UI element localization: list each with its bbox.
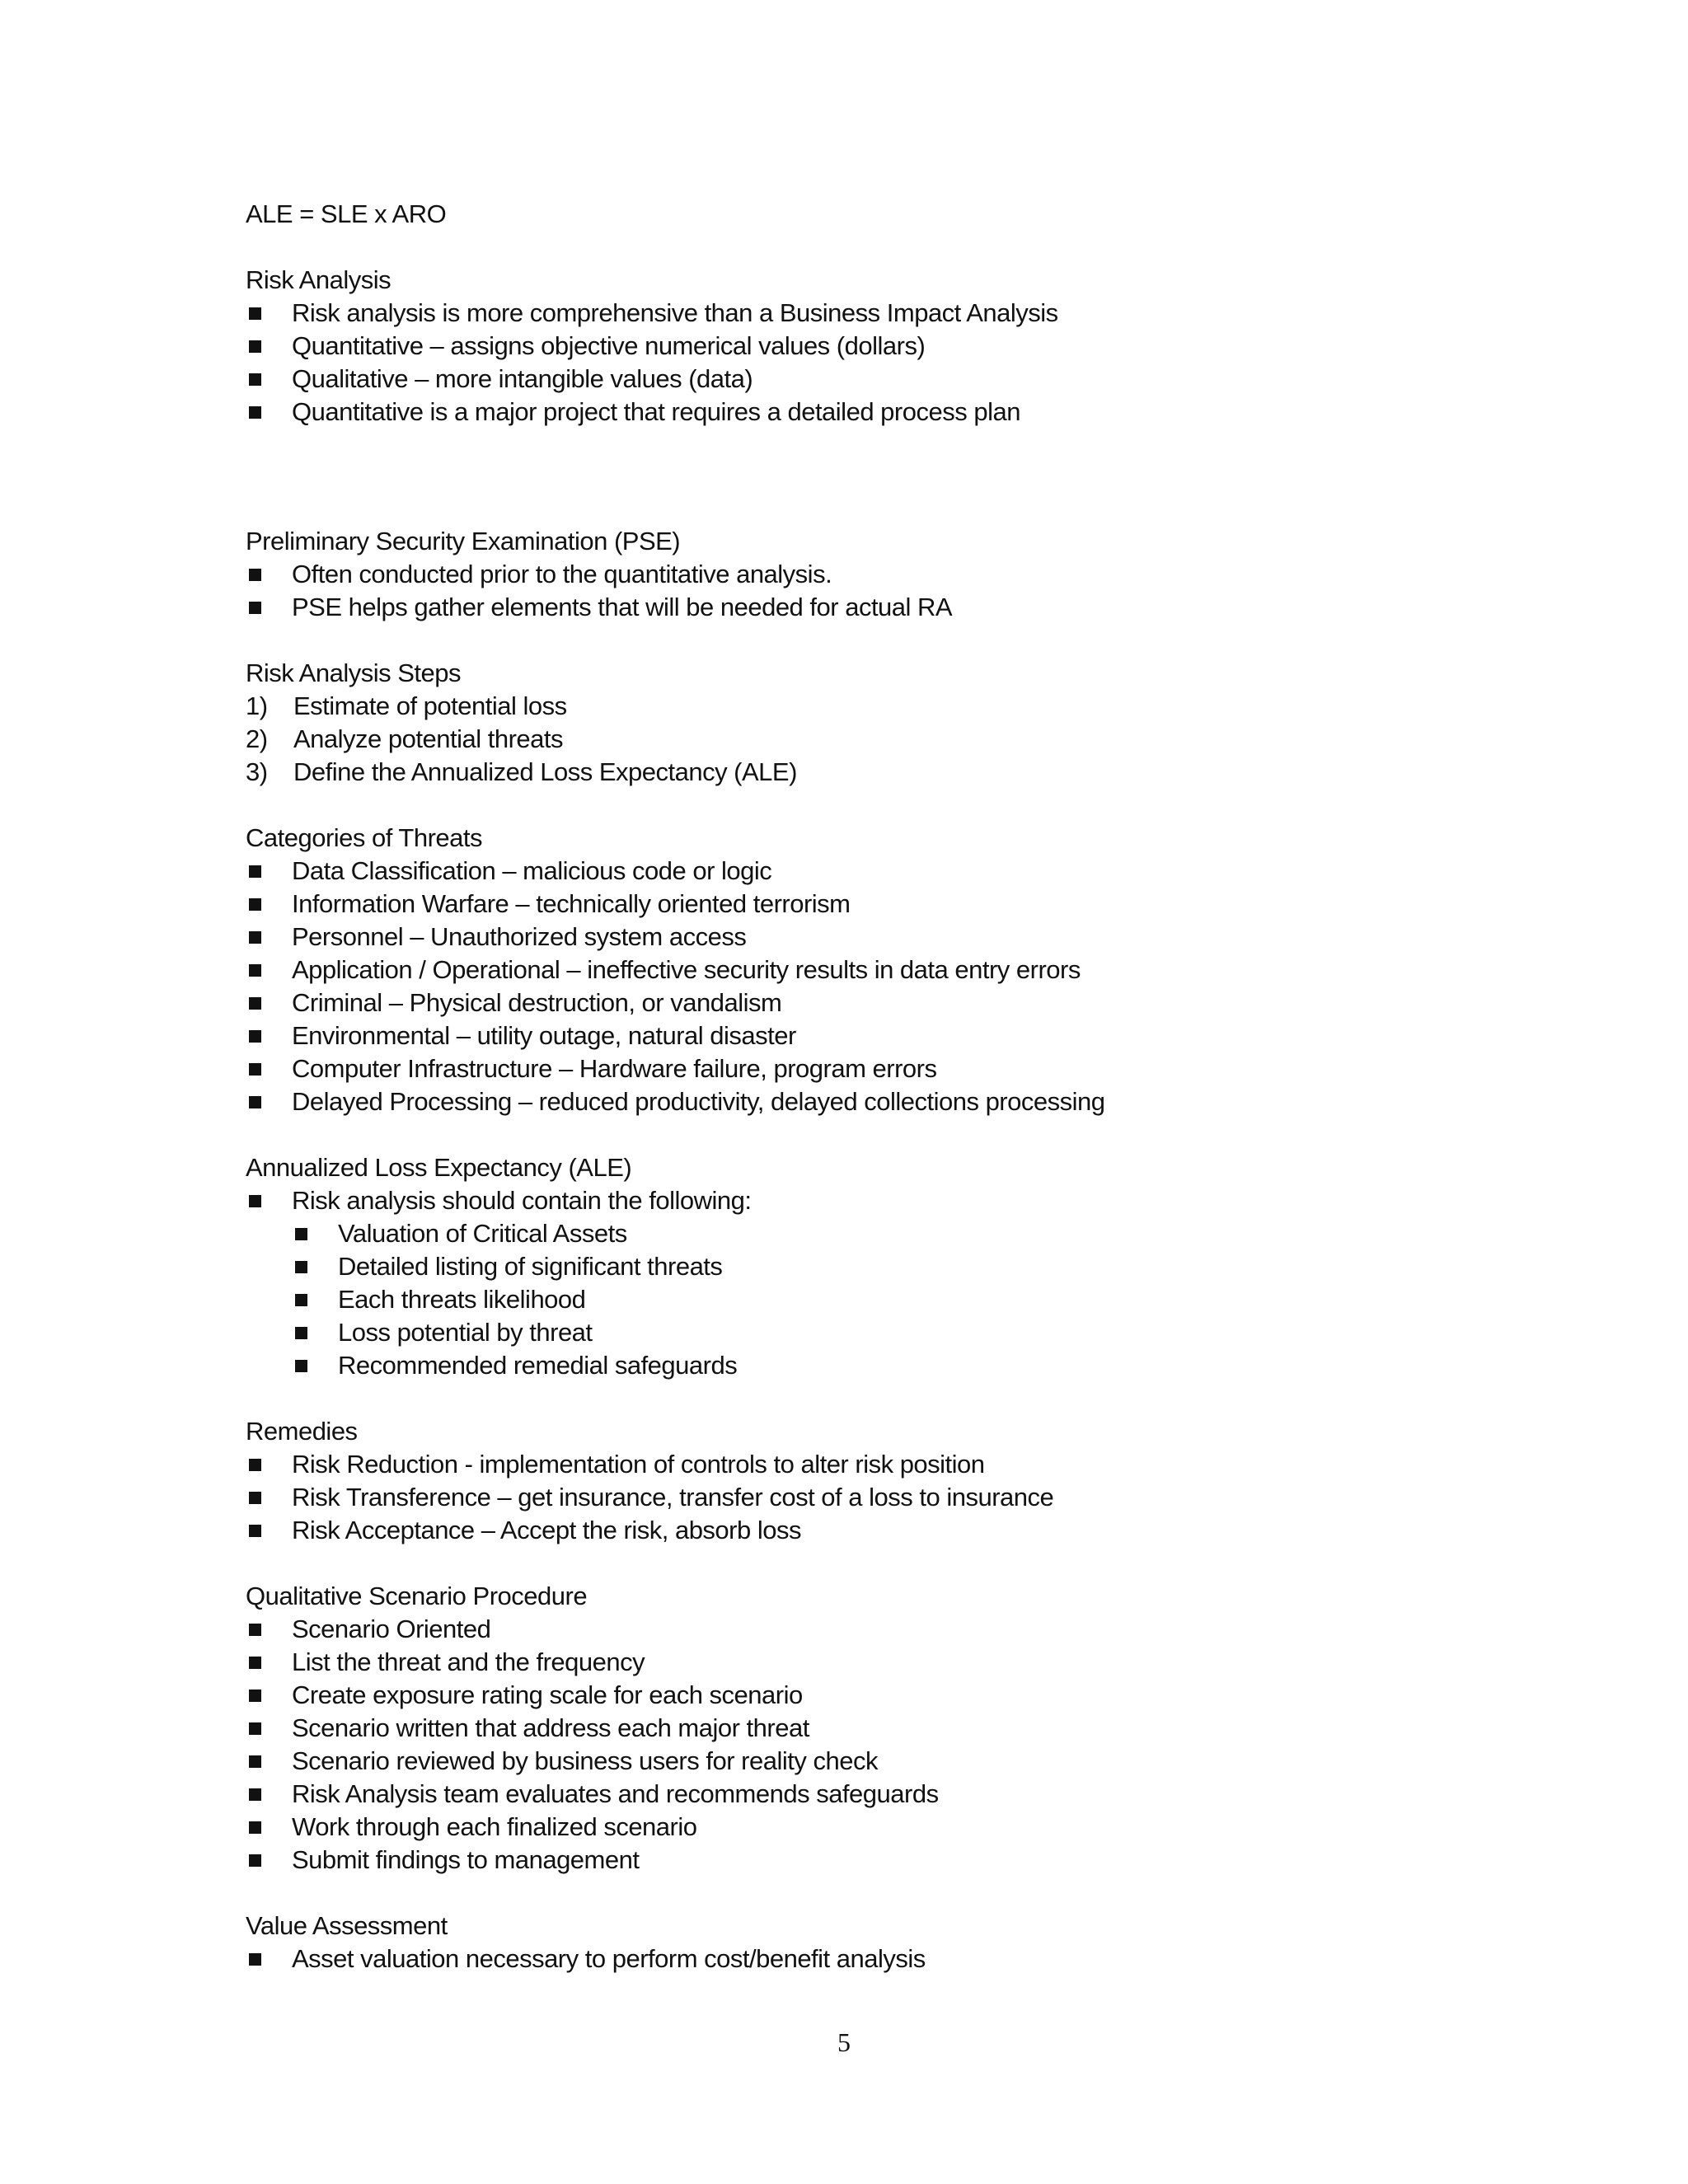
square-bullet-icon bbox=[249, 1755, 261, 1768]
page-number: 5 bbox=[837, 2027, 851, 2057]
section-heading-value-assessment: Value Assessment bbox=[246, 1911, 448, 1940]
square-bullet-icon bbox=[249, 1953, 261, 1966]
section-heading-remedies: Remedies bbox=[246, 1417, 358, 1446]
square-bullet-icon bbox=[249, 340, 261, 353]
square-bullet-icon bbox=[295, 1327, 307, 1339]
list-item: Risk Analysis team evaluates and recommends safeguards bbox=[246, 1778, 1482, 1811]
square-bullet-icon bbox=[249, 1788, 261, 1801]
square-bullet-icon bbox=[249, 373, 261, 386]
list-item: Scenario reviewed by business users for reality check bbox=[246, 1745, 1482, 1778]
list-item: Risk Reduction - implementation of controls to alter risk position bbox=[246, 1448, 1482, 1481]
list-item: List the threat and the frequency bbox=[246, 1646, 1482, 1679]
sub-list-item: Valuation of Critical Assets bbox=[246, 1217, 1482, 1250]
list-item: Work through each finalized scenario bbox=[246, 1811, 1482, 1844]
list-item: Risk Transference – get insurance, transfer cost of a loss to insurance bbox=[246, 1481, 1482, 1514]
square-bullet-icon bbox=[249, 1195, 261, 1207]
square-bullet-icon bbox=[249, 406, 261, 419]
section-heading-risk-analysis: Risk Analysis bbox=[246, 265, 392, 294]
list-item: Information Warfare – technically oriented terrorism bbox=[246, 888, 1482, 921]
sub-list-item: Each threats likelihood bbox=[246, 1283, 1482, 1316]
list-item: Computer Infrastructure – Hardware failure, program errors bbox=[246, 1052, 1482, 1085]
square-bullet-icon bbox=[249, 865, 261, 878]
square-bullet-icon bbox=[249, 931, 261, 944]
square-bullet-icon bbox=[295, 1228, 307, 1240]
square-bullet-icon bbox=[249, 1030, 261, 1043]
list-item: Asset valuation necessary to perform cost/benefit analysis bbox=[246, 1943, 1482, 1975]
section-heading-categories-of-threats: Categories of Threats bbox=[246, 823, 483, 852]
numbered-item: 1) Estimate of potential loss bbox=[246, 691, 567, 720]
list-item: Application / Operational – ineffective security results in data entry errors bbox=[246, 954, 1482, 987]
square-bullet-icon bbox=[249, 1525, 261, 1537]
section-heading-ale: Annualized Loss Expectancy (ALE) bbox=[246, 1153, 632, 1182]
list-item: Scenario written that address each major threat bbox=[246, 1712, 1482, 1745]
list-item: Risk analysis should contain the following: bbox=[246, 1184, 1482, 1217]
list-item: Often conducted prior to the quantitative analysis. bbox=[246, 558, 1482, 591]
square-bullet-icon bbox=[295, 1294, 307, 1306]
square-bullet-icon bbox=[249, 1096, 261, 1108]
section-spacer bbox=[246, 429, 1482, 525]
numbered-item: 2) Analyze potential threats bbox=[246, 724, 563, 753]
list-item: Quantitative is a major project that requires a detailed process plan bbox=[246, 396, 1482, 429]
square-bullet-icon bbox=[249, 569, 261, 581]
list-item: Create exposure rating scale for each scenario bbox=[246, 1679, 1482, 1712]
sub-list-item: Detailed listing of significant threats bbox=[246, 1250, 1482, 1283]
list-item: Delayed Processing – reduced productivity, delayed collections processing bbox=[246, 1085, 1482, 1118]
ale-formula: ALE = SLE x ARO bbox=[246, 199, 447, 228]
list-item: Quantitative – assigns objective numerical values (dollars) bbox=[246, 330, 1482, 363]
list-item: Environmental – utility outage, natural disaster bbox=[246, 1019, 1482, 1052]
square-bullet-icon bbox=[249, 307, 261, 320]
numbered-item: 3) Define the Annualized Loss Expectancy (ALE) bbox=[246, 757, 797, 786]
square-bullet-icon bbox=[249, 1459, 261, 1471]
section-heading-risk-analysis-steps: Risk Analysis Steps bbox=[246, 658, 461, 687]
section-heading-pse: Preliminary Security Examination (PSE) bbox=[246, 527, 681, 555]
square-bullet-icon bbox=[249, 997, 261, 1010]
list-item: Submit findings to management bbox=[246, 1844, 1482, 1877]
list-item: Scenario Oriented bbox=[246, 1613, 1482, 1646]
square-bullet-icon bbox=[295, 1360, 307, 1372]
square-bullet-icon bbox=[249, 1063, 261, 1076]
square-bullet-icon bbox=[249, 1492, 261, 1504]
list-item: Risk analysis is more comprehensive than a Business Impact Analysis bbox=[246, 297, 1482, 330]
page-content bbox=[246, 198, 1482, 1975]
sub-list-item: Recommended remedial safeguards bbox=[246, 1349, 1482, 1382]
square-bullet-icon bbox=[249, 1624, 261, 1636]
section-heading-qualitative-scenario-procedure: Qualitative Scenario Procedure bbox=[246, 1582, 588, 1610]
square-bullet-icon bbox=[249, 1722, 261, 1735]
list-item: PSE helps gather elements that will be needed for actual RA bbox=[246, 591, 1482, 624]
square-bullet-icon bbox=[249, 1657, 261, 1669]
square-bullet-icon bbox=[249, 1821, 261, 1834]
square-bullet-icon bbox=[295, 1261, 307, 1273]
list-item: Criminal – Physical destruction, or vandalism bbox=[246, 987, 1482, 1019]
list-item: Risk Acceptance – Accept the risk, absorb loss bbox=[246, 1514, 1482, 1547]
square-bullet-icon bbox=[249, 964, 261, 977]
square-bullet-icon bbox=[249, 602, 261, 614]
sub-list-item: Loss potential by threat bbox=[246, 1316, 1482, 1349]
list-item: Data Classification – malicious code or logic bbox=[246, 855, 1482, 888]
list-item: Personnel – Unauthorized system access bbox=[246, 921, 1482, 954]
list-item: Qualitative – more intangible values (data) bbox=[246, 363, 1482, 396]
square-bullet-icon bbox=[249, 1690, 261, 1702]
square-bullet-icon bbox=[249, 1854, 261, 1867]
square-bullet-icon bbox=[249, 898, 261, 911]
